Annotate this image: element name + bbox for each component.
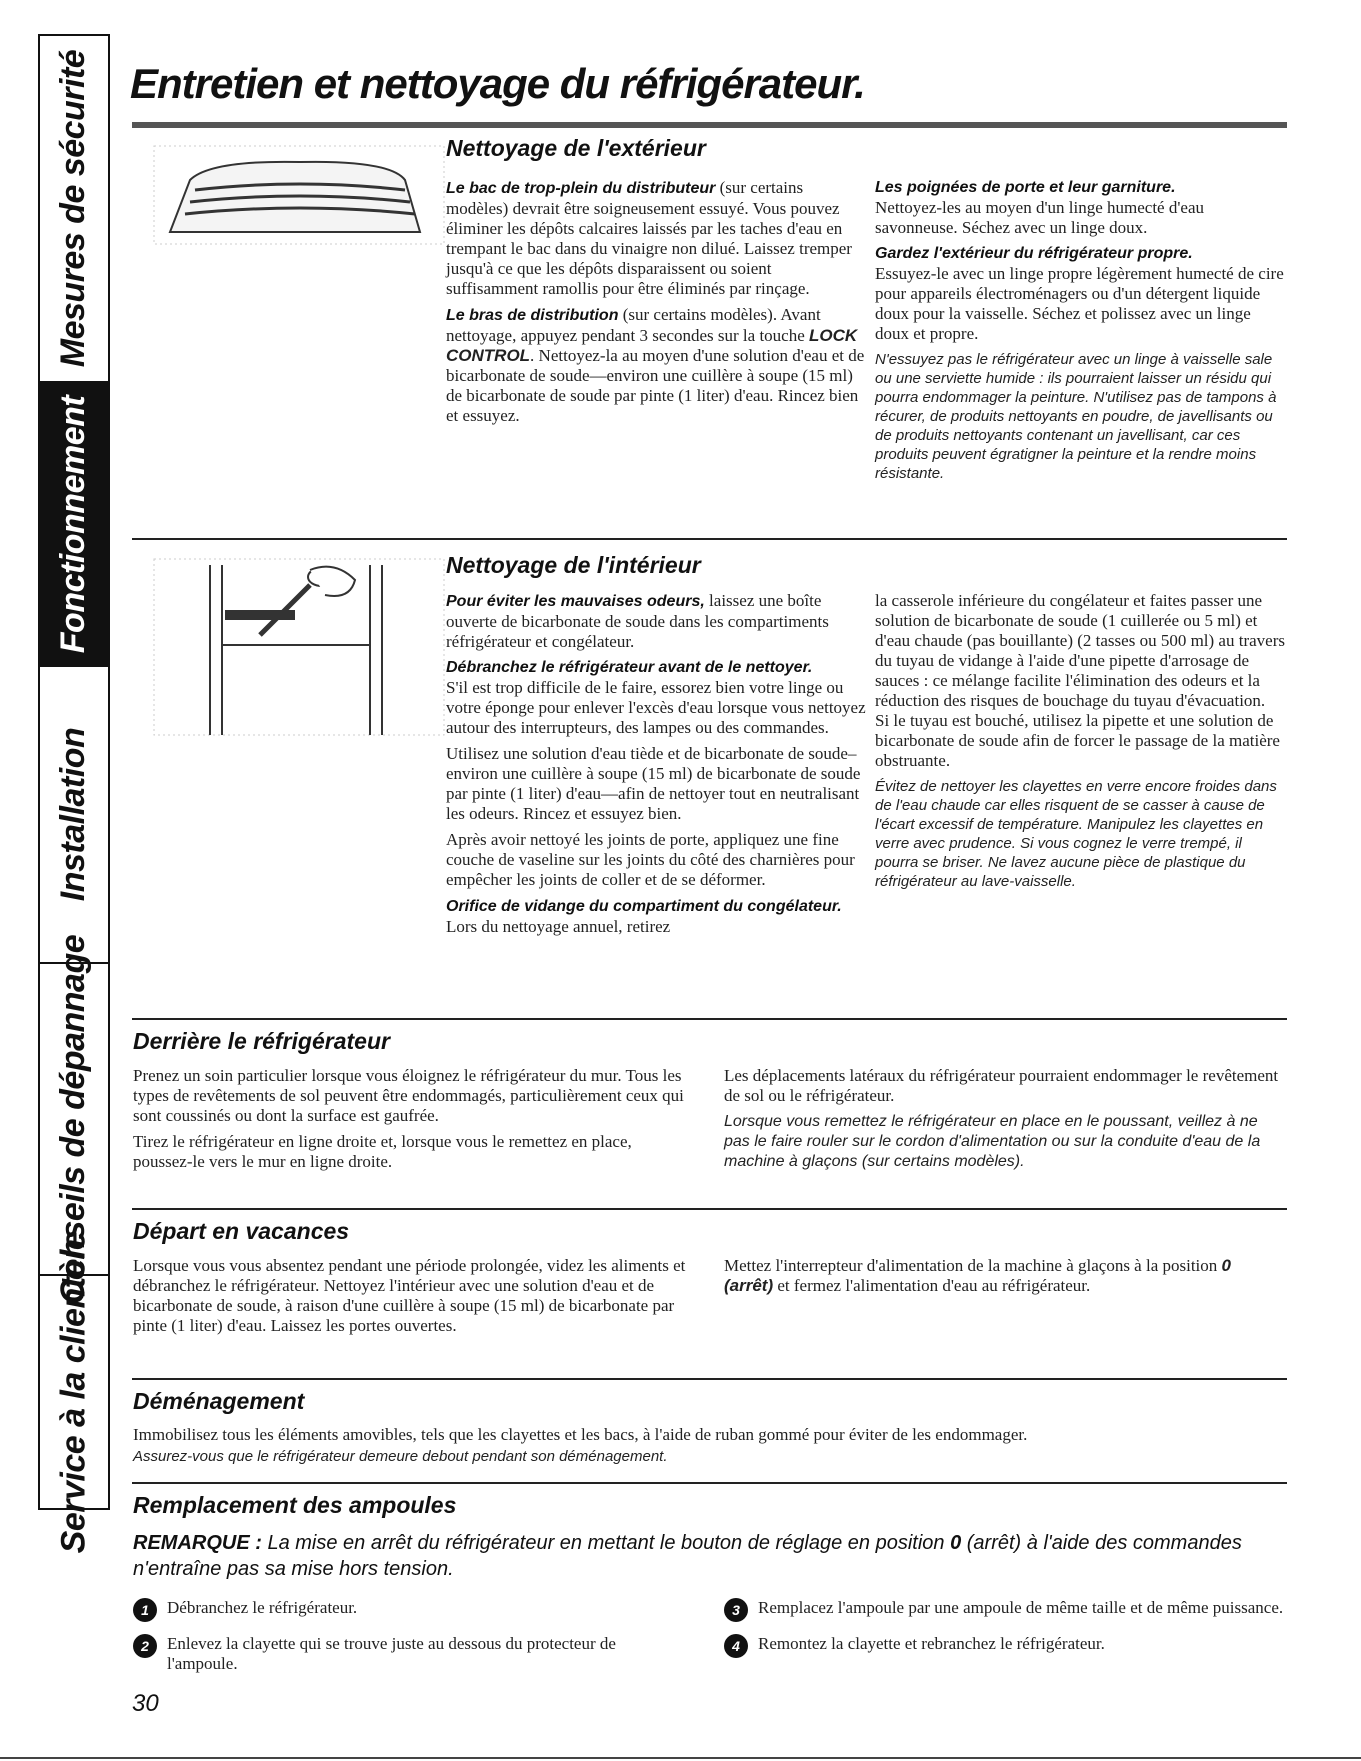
unplug-text: S'il est trop difficile de le faire, essorez bien votre linge ou votre éponge pour enlever l'excès d'eau lorsque vous nettoyez autour des interrupteurs, des lampes ou des commandes. — [446, 678, 866, 737]
vacation-text-a: Mettez l'interrepteur d'alimentation de la machine à glaçons à la position — [724, 1256, 1222, 1275]
freezer-drain-text: Lors du nettoyage annuel, retirez — [446, 917, 671, 936]
bulbs-note — [133, 1530, 1283, 1582]
note-text-b: (arrêt) à l'aide des commandes n'entraîne pas sa mise hors tension. — [133, 1532, 1242, 1580]
step-item — [133, 1598, 633, 1622]
outside-clean-lead: Gardez l'extérieur du réfrigérateur propre. — [875, 245, 1193, 262]
tab-conseils-de-depannage[interactable] — [40, 934, 108, 1304]
vacation-column-left — [133, 1256, 693, 1342]
section-sidebar — [38, 34, 110, 1553]
unplug-paragraph — [446, 658, 866, 738]
title-rule — [132, 122, 1287, 128]
behind-warning: Lorsque vous remettez le réfrigérateur en place en le poussant, veillez à ne pas le faire rouler sur le cordon d'alimentation ou sur la conduite d'eau de la machine à glaçons (sur certains modèles). — [724, 1113, 1261, 1170]
step-text: Remontez la clayette et rebranchez le réfrigérateur. — [758, 1634, 1105, 1653]
vacation-text-b: et fermez l'alimentation d'eau au réfrigérateur. — [773, 1276, 1091, 1295]
section-divider — [132, 1378, 1287, 1380]
bulb-steps-right — [724, 1598, 1284, 1670]
exterior-dispenser-tray-paragraph — [446, 178, 866, 299]
step-item — [133, 1634, 633, 1674]
tab-mesures-de-securite[interactable] — [40, 36, 108, 383]
dispenser-tray-lead: Le bac de trop-plein du distributeur — [446, 180, 716, 197]
outside-clean-text: Essuyez-le avec un linge propre légèrement humecté de cire pour appareils électroménagers ou d'un détergent liquide doux pour la vaisselle. Séchez et polissez avec un linge doux et propre. — [875, 264, 1284, 343]
door-handles-text: Nettoyez-les au moyen d'un linge humecté d'eau savonneuse. Séchez avec un linge doux. — [875, 198, 1205, 237]
odor-paragraph — [446, 591, 866, 652]
interior-column-left — [446, 591, 866, 943]
tab-label: Conseils de dépannage — [54, 934, 93, 1304]
tab-label: Installation — [54, 727, 93, 902]
note-lead: REMARQUE : — [133, 1532, 262, 1554]
vacation-heading: Départ en vacances — [133, 1218, 350, 1244]
door-handles-lead: Les poignées de porte et leur garniture. — [875, 179, 1176, 196]
page-title: Entretien et nettoyage du réfrigérateur. — [130, 60, 865, 107]
bottom-rule — [0, 1757, 1361, 1759]
behind-column-left — [133, 1066, 693, 1178]
outside-clean-paragraph — [875, 244, 1285, 344]
tab-label: Service à la clientèle — [54, 1231, 93, 1553]
step-text: Remplacez l'ampoule par une ampoule de même taille et de même puissance. — [758, 1598, 1284, 1617]
odor-lead: Pour éviter les mauvaises odeurs, — [446, 593, 705, 610]
vacation-column-right — [724, 1256, 1284, 1302]
step-text: Débranchez le réfrigérateur. — [167, 1598, 358, 1617]
tab-installation[interactable] — [40, 667, 108, 964]
drain-solution-paragraph: la casserole inférieure du congélateur et faites passer une solution de bicarbonate de soude (1 cuillerée ou 5 ml) et d'eau chaude (pas bouillante) (2 tasses ou 500 ml) au travers du tuyau de vidange à l'aide d'une pipette d'arrosage de sauces : ce mélange facilite l'élimination des odeurs et la réduction des risques de bouchage du tuyau d'évacuation. — [875, 591, 1285, 710]
exterior-dispenser-arm-paragraph — [446, 305, 866, 426]
off-keyword: 0 (arrêt) — [724, 1256, 1232, 1295]
note-text-a: La mise en arrêt du réfrigérateur en mettant le bouton de réglage en position — [261, 1532, 951, 1554]
dispenser-arm-lead: Le bras de distribution — [446, 307, 619, 324]
bulbs-heading: Remplacement des ampoules — [133, 1492, 457, 1518]
behind-paragraph-3: Les déplacements latéraux du réfrigérateur pourraient endommager le revêtement de sol ou le réfrigérateur. — [724, 1066, 1279, 1105]
interior-column-right — [875, 591, 1285, 897]
warm-water-paragraph: Utilisez une solution d'eau tiède et de bicarbonate de soude–environ une cuillère à soupe (15 ml) de bicarbonate de soude par pinte (1 liter) d'eau—afin de nettoyer tout en neutralisant les odeurs. Rincez et essuyez bien. — [446, 744, 861, 823]
odor-text: laissez une boîte ouverte de bicarbonate de soude dans les compartiments réfrigérateur et congélateur. — [446, 591, 829, 651]
behind-heading: Derrière le réfrigérateur — [133, 1028, 390, 1054]
step-number-badge: 4 — [724, 1634, 748, 1658]
moving-paragraph: Immobilisez tous les éléments amovibles, tels que les clayettes et les bacs, à l'aide de ruban gommé pour éviter de les endommager. — [133, 1425, 1028, 1444]
step-number-badge: 3 — [724, 1598, 748, 1622]
overflow-tray-illustration — [150, 140, 450, 250]
unplug-lead: Débranchez le réfrigérateur avant de le nettoyer. — [446, 659, 813, 676]
behind-column-right — [724, 1066, 1284, 1178]
page-number: 30 — [132, 1690, 159, 1717]
behind-paragraph-2: Tirez le réfrigérateur en ligne droite et, lorsque vous le remettez en place, poussez-le vers le mur en ligne droite. — [133, 1132, 632, 1171]
exterior-warning: N'essuyez pas le réfrigérateur avec un linge à vaisselle sale ou une serviette humide : ils pourraient laisser un résidu qui pourra endommager la peinture. N'utilisez pas de tampons à récurer, de produits nettoyants en poudre, de javellisants ou de produits nettoyants contenant un javellisant, car ces produits peuvent égratigner la peinture et la rendre moins résistante. — [875, 351, 1277, 482]
exterior-column-right — [875, 178, 1285, 489]
behind-paragraph-1: Prenez un soin particulier lorsque vous éloignez le réfrigérateur du mur. Tous les types de revêtements de sol peuvent être endommagés, particulièrement ceux qui sont coussinés ou dont la surface est gaufrée. — [133, 1066, 684, 1125]
step-number-badge: 1 — [133, 1598, 157, 1622]
dispenser-arm-text-b: . Nettoyez-la au moyen d'une solution d'eau et de bicarbonate de soude—environ une cuillère à soupe (15 ml) de bicarbonate de soude par pinte (1 liter) d'eau. Rincez bien et essuyez. — [446, 346, 865, 425]
section-divider — [132, 1018, 1287, 1020]
tab-label: Mesures de sécurité — [54, 49, 93, 368]
tab-fonctionnement[interactable] — [40, 383, 108, 667]
vacation-paragraph-1: Lorsque vous vous absentez pendant une période prolongée, videz les aliments et débranchez le réfrigérateur. Nettoyez l'intérieur avec une solution d'eau et de bicarbonate de soude, à raison d'une cuillère à soupe (15 ml) de bicarbonate par pinte (1 liter) d'eau. Laissez les portes ouvertes. — [133, 1256, 686, 1335]
lock-control-keyword: LOCK CONTROL — [446, 326, 858, 365]
moving-column — [133, 1425, 1283, 1472]
interior-warning: Évitez de nettoyer les clayettes en verre encore froides dans de l'eau chaude car elles risquent de se casser à cause de l'écart excessif de température. Manipulez les clayettes en verre avec prudence. Si vous cognez le verre trempé, il pourra se briser. Ne lavez aucune pièce de plastique du réfrigérateur au lave-vaisselle. — [875, 778, 1277, 890]
section-divider — [132, 1482, 1287, 1484]
interior-heading: Nettoyage de l'intérieur — [446, 552, 701, 578]
step-text: Enlevez la clayette qui se trouve juste au dessous du protecteur de l'ampoule. — [167, 1634, 616, 1673]
section-divider — [132, 538, 1287, 540]
dispenser-tray-text: (sur certains modèles) devrait être soigneusement essuyé. Vous pouvez éliminer les dépôts calcaires laissés par les taches d'eau en trempant le bac dans du vinaigre non dilué. Laissez tremper jusqu'à ce que les dépôts disparaissent ou soient suffisamment ramollis pour être éliminés par rinçage. — [446, 178, 852, 298]
drain-cleaning-illustration — [150, 555, 450, 740]
freezer-drain-paragraph — [446, 896, 866, 937]
door-handles-paragraph — [875, 178, 1285, 238]
note-keyword: 0 — [950, 1532, 962, 1554]
step-item — [724, 1634, 1284, 1658]
step-item — [724, 1598, 1284, 1622]
exterior-column-left — [446, 178, 866, 432]
tab-label: Fonctionnement — [54, 395, 93, 653]
moving-heading: Déménagement — [133, 1388, 305, 1414]
freezer-drain-lead: Orifice de vidange du compartiment du congélateur. — [446, 898, 842, 915]
door-gasket-paragraph: Après avoir nettoyé les joints de porte, appliquez une fine couche de vaseline sur les joints du côté des charnières pour empêcher les joints de coller et de se déformer. — [446, 830, 855, 889]
tab-service-a-la-clientele[interactable] — [40, 1231, 108, 1553]
vacation-paragraph-2 — [724, 1256, 1284, 1296]
moving-warning: Assurez-vous que le réfrigérateur demeure debout pendant son déménagement. — [133, 1448, 668, 1465]
dispenser-arm-text-a: (sur certains modèles). Avant nettoyage, appuyez pendant 3 secondes sur la touche — [446, 305, 821, 345]
step-number-badge: 2 — [133, 1634, 157, 1658]
clogged-drain-paragraph: Si le tuyau est bouché, utilisez la pipette et une solution de bicarbonate de soude afin de forcer le passage de la matière obstruante. — [875, 711, 1280, 770]
section-divider — [132, 1208, 1287, 1210]
exterior-heading: Nettoyage de l'extérieur — [446, 135, 706, 161]
bulb-steps-left — [133, 1598, 633, 1686]
